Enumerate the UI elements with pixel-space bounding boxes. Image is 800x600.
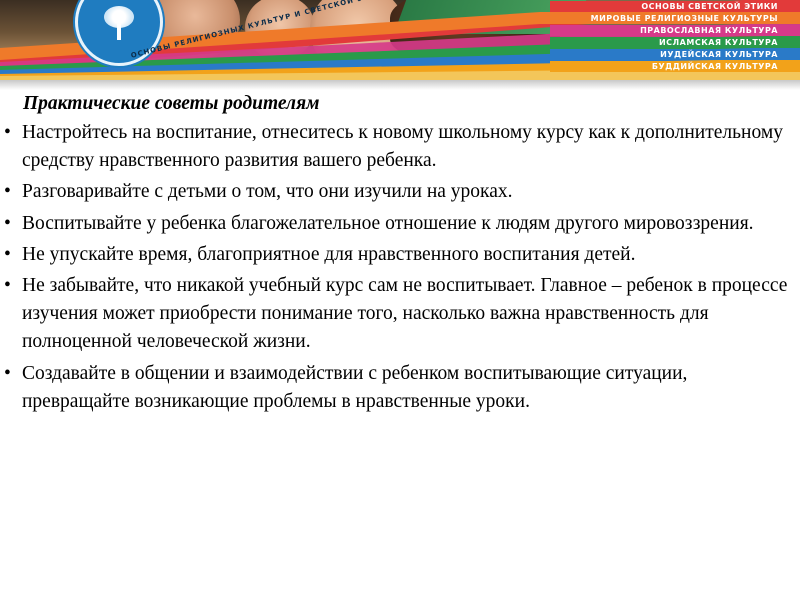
module-label: БУДДИЙСКАЯ КУЛЬТУРА [550, 61, 800, 72]
bullet-icon: • [4, 275, 11, 297]
list-item-text: Не забывайте, что никакой учебный курс сам не воспитывает. Главное – ребенок в процессе изучения может приобрести понимание того, насколько важна нравственность для полноценной человеческой жизни. [22, 275, 788, 353]
slide-title: Практические советы родителям [23, 93, 320, 114]
module-label: ИСЛАМСКАЯ КУЛЬТУРА [550, 37, 800, 48]
list-item-text: Создавайте в общении и взаимодействии с ребенком воспитывающие ситуации, превращайте возникающие проблемы в нравственные уроки. [22, 362, 688, 412]
list-item [2, 119, 792, 175]
bullet-icon: • [4, 122, 11, 143]
bullet-icon: • [4, 362, 11, 384]
advice-list [2, 119, 792, 419]
tree-icon [102, 6, 136, 42]
list-item [2, 272, 792, 357]
bullet-icon: • [4, 181, 11, 203]
module-label: ИУДЕЙСКАЯ КУЛЬТУРА [550, 49, 800, 60]
course-title-curved: ОСНОВЫ РЕЛИГИОЗНЫХ КУЛЬТУР И СВЕТСКОЙ [130, 0, 355, 60]
module-label: ОСНОВЫ СВЕТСКОЙ ЭТИКИ [550, 1, 800, 12]
list-item [2, 360, 792, 416]
module-label: ПРАВОСЛАВНАЯ КУЛЬТУРА [550, 25, 800, 36]
list-item [2, 241, 792, 269]
list-item [2, 210, 792, 238]
list-item-text: Разговаривайте с детьми о том, что они изучили на уроках. [22, 181, 513, 203]
list-item [2, 178, 792, 206]
module-label: МИРОВЫЕ РЕЛИГИОЗНЫЕ КУЛЬТУРЫ [540, 13, 800, 24]
banner-shadow [0, 80, 800, 90]
list-item-text: Не упускайте время, благоприятное для нравственного воспитания детей. [22, 243, 636, 265]
list-item-text: Воспитывайте у ребенка благожелательное отношение к людям другого мировоззрения. [22, 212, 754, 234]
list-item-text: Настройтесь на воспитание, отнеситесь к новому школьному курсу как к дополнительному средству нравственного развития вашего ребенка. [22, 122, 783, 172]
bullet-icon: • [4, 212, 11, 234]
bullet-icon: • [4, 243, 11, 265]
header-banner [0, 0, 800, 80]
